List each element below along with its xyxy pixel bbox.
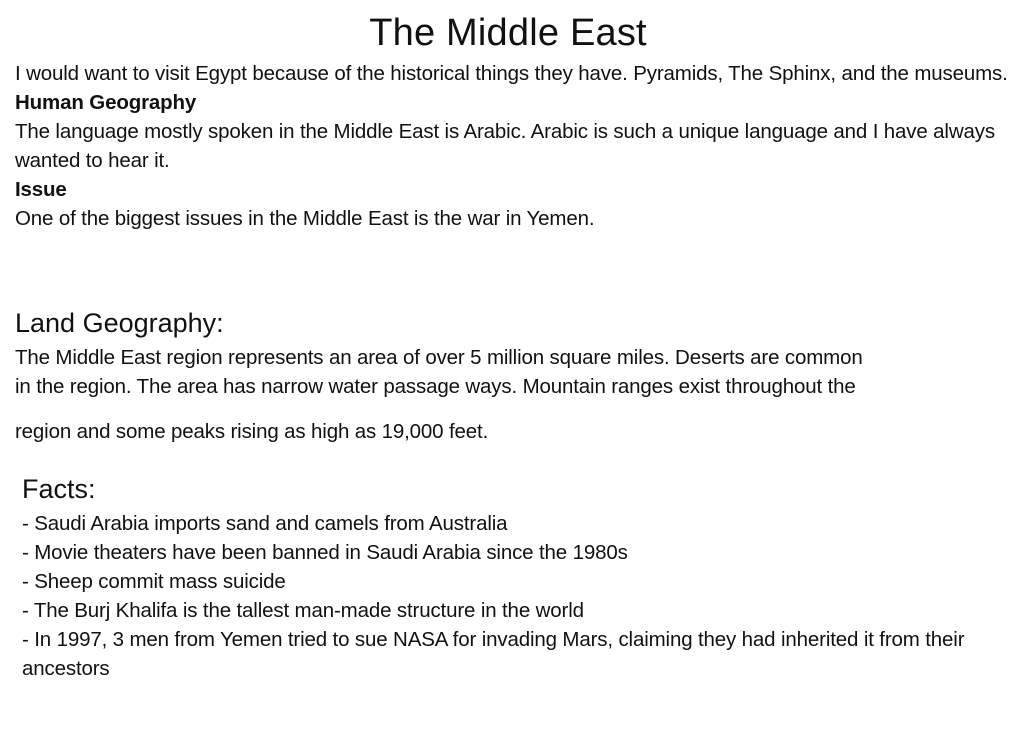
issue-heading: Issue	[15, 178, 67, 201]
human-geography-text: The language mostly spoken in the Middle East is Arabic. Arabic is such a unique language and I have always wanted to hear it.	[15, 120, 995, 172]
intro-text: I would want to visit Egypt because of the historical things they have. Pyramids, The Sphinx, and the museums.	[15, 62, 1008, 85]
land-geography-line: region and some peaks rising as high as 19,000 feet.	[15, 420, 489, 443]
fact-item: - The Burj Khalifa is the tallest man-made structure in the world	[22, 599, 584, 622]
land-geography-text	[15, 343, 1005, 446]
land-geography-line: in the region. The area has narrow water passage ways. Mountain ranges exist throughout the	[15, 375, 856, 398]
land-geography-line: The Middle East region represents an area of over 5 million square miles. Deserts are common	[15, 346, 863, 369]
facts-heading: Facts:	[22, 474, 96, 504]
fact-item: - Saudi Arabia imports sand and camels from Australia	[22, 512, 508, 535]
issue-text: One of the biggest issues in the Middle East is the war in Yemen.	[15, 207, 595, 230]
fact-item: - In 1997, 3 men from Yemen tried to sue NASA for invading Mars, claiming they had inherited it from their ancestors	[22, 628, 965, 680]
intro-section	[15, 59, 1015, 233]
land-geography-heading: Land Geography:	[15, 308, 224, 338]
page-title: The Middle East	[369, 12, 647, 54]
fact-item: - Movie theaters have been banned in Saudi Arabia since the 1980s	[22, 541, 628, 564]
fact-item: - Sheep commit mass suicide	[22, 570, 286, 593]
human-geography-heading: Human Geography	[15, 91, 197, 114]
facts-list	[22, 509, 1016, 683]
